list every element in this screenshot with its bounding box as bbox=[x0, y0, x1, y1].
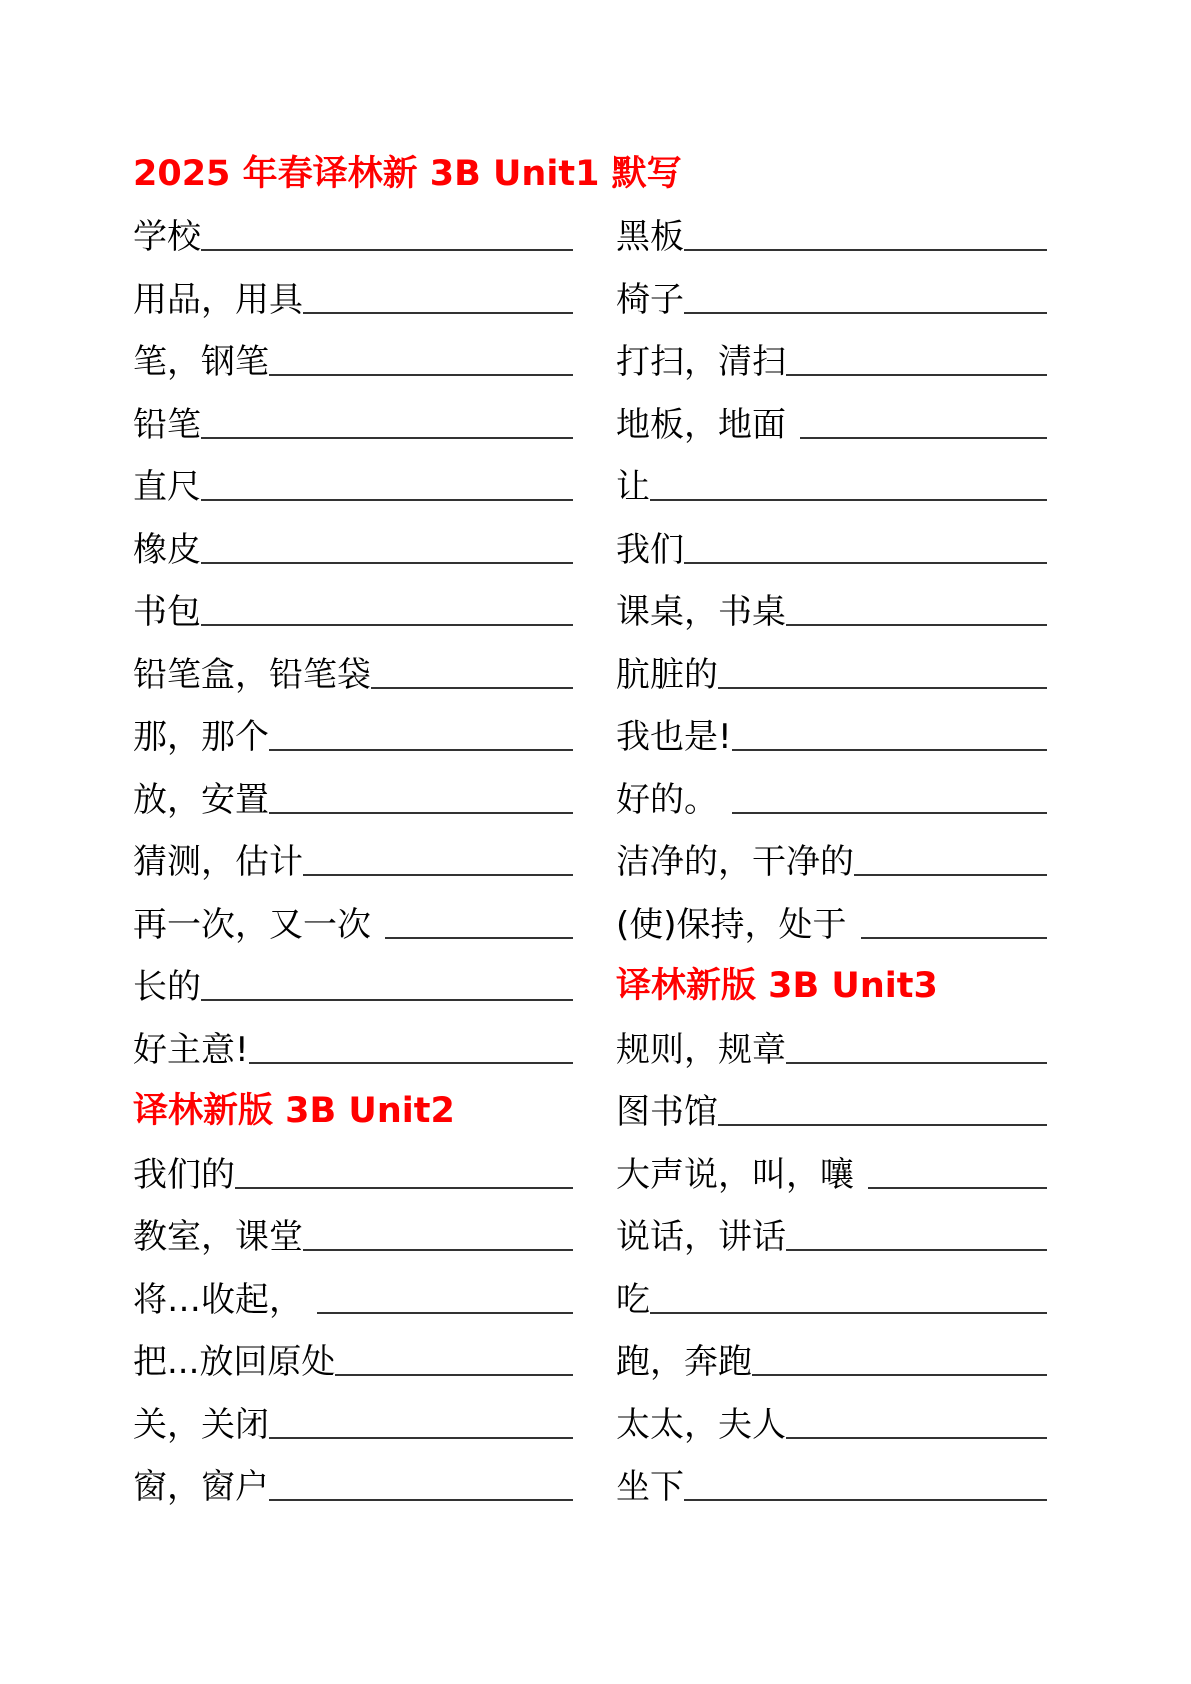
answer-line bbox=[684, 249, 1047, 251]
vocab-row bbox=[133, 1264, 573, 1327]
vocab-row bbox=[616, 264, 1047, 327]
vocab-row bbox=[616, 327, 1047, 390]
vocab-row bbox=[133, 764, 573, 827]
answer-line bbox=[752, 1374, 1047, 1376]
vocab-label: 橡皮 bbox=[133, 529, 201, 570]
vocab-row bbox=[133, 1014, 573, 1077]
vocab-row bbox=[616, 702, 1047, 765]
vocab-row bbox=[133, 1327, 573, 1390]
vocab-row bbox=[133, 389, 573, 452]
vocab-label: 规则，规章 bbox=[616, 1029, 786, 1070]
answer-line bbox=[317, 1312, 573, 1314]
vocab-row bbox=[133, 202, 573, 265]
vocab-label: 洁净的，干净的 bbox=[616, 842, 854, 882]
vocab-row bbox=[616, 1327, 1047, 1390]
answer-line bbox=[201, 499, 573, 501]
vocab-label: 椅子 bbox=[616, 279, 684, 320]
vocab-label: 那，那个 bbox=[133, 717, 269, 757]
vocab-label: 关，关闭 bbox=[133, 1404, 269, 1445]
vocab-row bbox=[616, 1202, 1047, 1265]
vocab-row bbox=[616, 889, 1047, 952]
vocab-row bbox=[133, 1389, 573, 1452]
vocab-row bbox=[133, 702, 573, 765]
answer-line bbox=[269, 1499, 573, 1501]
answer-line bbox=[385, 937, 573, 939]
answer-line bbox=[235, 1187, 573, 1189]
answer-line bbox=[249, 1062, 573, 1064]
page-title: 2025 年春译林新 3B Unit1 默写 bbox=[133, 153, 682, 194]
vocab-row bbox=[133, 577, 573, 640]
right-column bbox=[616, 202, 1047, 1515]
vocab-label: 大声说，叫，嚷 bbox=[616, 1154, 854, 1195]
answer-line bbox=[650, 499, 1047, 501]
answer-line bbox=[269, 374, 573, 376]
vocab-row bbox=[133, 1452, 573, 1515]
answer-line bbox=[201, 249, 573, 251]
vocab-label: 长的 bbox=[133, 967, 201, 1007]
vocab-row bbox=[133, 1202, 573, 1265]
answer-line bbox=[269, 749, 573, 751]
vocab-label: 我们的 bbox=[133, 1154, 235, 1195]
answer-line bbox=[335, 1374, 573, 1376]
vocab-label: 将…收起， bbox=[133, 1279, 303, 1320]
title-row bbox=[133, 139, 1191, 202]
answer-line bbox=[786, 1062, 1047, 1064]
vocab-label: 坐下 bbox=[616, 1467, 684, 1507]
answer-line bbox=[201, 999, 573, 1001]
vocab-row bbox=[616, 1389, 1047, 1452]
vocab-row bbox=[616, 1077, 1047, 1140]
answer-line bbox=[684, 312, 1047, 314]
vocab-label: 好的。 bbox=[616, 779, 718, 820]
section-heading-row bbox=[616, 952, 1047, 1015]
vocab-row bbox=[133, 327, 573, 390]
vocab-row bbox=[616, 452, 1047, 515]
answer-line bbox=[201, 562, 573, 564]
answer-line bbox=[718, 687, 1047, 689]
answer-line bbox=[732, 812, 1047, 814]
vocab-label: 再一次，又一次 bbox=[133, 904, 371, 945]
vocab-row bbox=[133, 452, 573, 515]
vocab-row bbox=[133, 889, 573, 952]
answer-line bbox=[201, 624, 573, 626]
vocab-row bbox=[616, 1452, 1047, 1515]
vocab-label: 学校 bbox=[133, 217, 201, 257]
vocab-row bbox=[616, 827, 1047, 890]
vocab-row bbox=[616, 1014, 1047, 1077]
vocab-row bbox=[616, 514, 1047, 577]
answer-line bbox=[371, 687, 573, 689]
section-heading: 译林新版 3B Unit3 bbox=[616, 966, 938, 1006]
vocab-label: 放，安置 bbox=[133, 779, 269, 820]
vocab-label: 铅笔 bbox=[133, 404, 201, 445]
vocab-label: 好主意! bbox=[133, 1029, 249, 1070]
vocab-label: 猜测，估计 bbox=[133, 842, 303, 882]
vocab-label: 黑板 bbox=[616, 217, 684, 257]
vocab-label: 教室，课堂 bbox=[133, 1217, 303, 1257]
section-heading-row bbox=[133, 1077, 573, 1140]
answer-line bbox=[650, 1312, 1047, 1314]
vocab-label: 我们 bbox=[616, 529, 684, 570]
vocab-label: 图书馆 bbox=[616, 1092, 718, 1132]
answer-line bbox=[269, 812, 573, 814]
answer-line bbox=[269, 1437, 573, 1439]
answer-line bbox=[854, 874, 1047, 876]
answer-line bbox=[868, 1187, 1047, 1189]
vocab-label: 我也是! bbox=[616, 717, 732, 757]
vocab-row bbox=[133, 639, 573, 702]
answer-line bbox=[786, 1437, 1047, 1439]
vocab-row bbox=[133, 1139, 573, 1202]
answer-line bbox=[786, 624, 1047, 626]
two-column-layout bbox=[133, 202, 1191, 1515]
vocab-row bbox=[616, 389, 1047, 452]
vocab-label: 地板，地面 bbox=[616, 404, 786, 445]
section-heading: 译林新版 3B Unit2 bbox=[133, 1091, 455, 1131]
answer-line bbox=[684, 1499, 1047, 1501]
vocab-label: 说话，讲话 bbox=[616, 1217, 786, 1257]
vocab-label: 跑，奔跑 bbox=[616, 1342, 752, 1382]
vocab-row bbox=[133, 827, 573, 890]
vocab-label: (使)保持，处于 bbox=[616, 904, 847, 945]
vocab-label: 课桌，书桌 bbox=[616, 592, 786, 632]
vocab-label: 书包 bbox=[133, 592, 201, 632]
answer-line bbox=[718, 1124, 1047, 1126]
answer-line bbox=[201, 437, 573, 439]
answer-line bbox=[786, 374, 1047, 376]
vocab-label: 窗，窗户 bbox=[133, 1467, 269, 1507]
vocab-label: 肮脏的 bbox=[616, 654, 718, 695]
answer-line bbox=[303, 1249, 573, 1251]
vocab-label: 用品，用具 bbox=[133, 279, 303, 320]
answer-line bbox=[303, 312, 573, 314]
vocab-row bbox=[616, 639, 1047, 702]
vocab-label: 铅笔盒，铅笔袋 bbox=[133, 654, 371, 695]
answer-line bbox=[732, 749, 1047, 751]
answer-line bbox=[684, 562, 1047, 564]
answer-line bbox=[303, 874, 573, 876]
vocab-label: 笔，钢笔 bbox=[133, 342, 269, 382]
vocab-row bbox=[133, 514, 573, 577]
vocab-row bbox=[616, 764, 1047, 827]
vocab-row bbox=[133, 264, 573, 327]
answer-line bbox=[800, 437, 1047, 439]
vocab-row bbox=[616, 1139, 1047, 1202]
vocab-label: 直尺 bbox=[133, 467, 201, 507]
vocab-label: 让 bbox=[616, 467, 650, 507]
left-column bbox=[133, 202, 573, 1515]
vocab-label: 吃 bbox=[616, 1279, 650, 1320]
vocab-row bbox=[616, 1264, 1047, 1327]
vocab-label: 太太，夫人 bbox=[616, 1404, 786, 1445]
vocab-label: 打扫，清扫 bbox=[616, 342, 786, 382]
vocab-row bbox=[616, 202, 1047, 265]
answer-line bbox=[786, 1249, 1047, 1251]
vocab-label: 把...放回原处 bbox=[133, 1342, 336, 1382]
answer-line bbox=[861, 937, 1047, 939]
vocab-row bbox=[133, 952, 573, 1015]
vocab-row bbox=[616, 577, 1047, 640]
